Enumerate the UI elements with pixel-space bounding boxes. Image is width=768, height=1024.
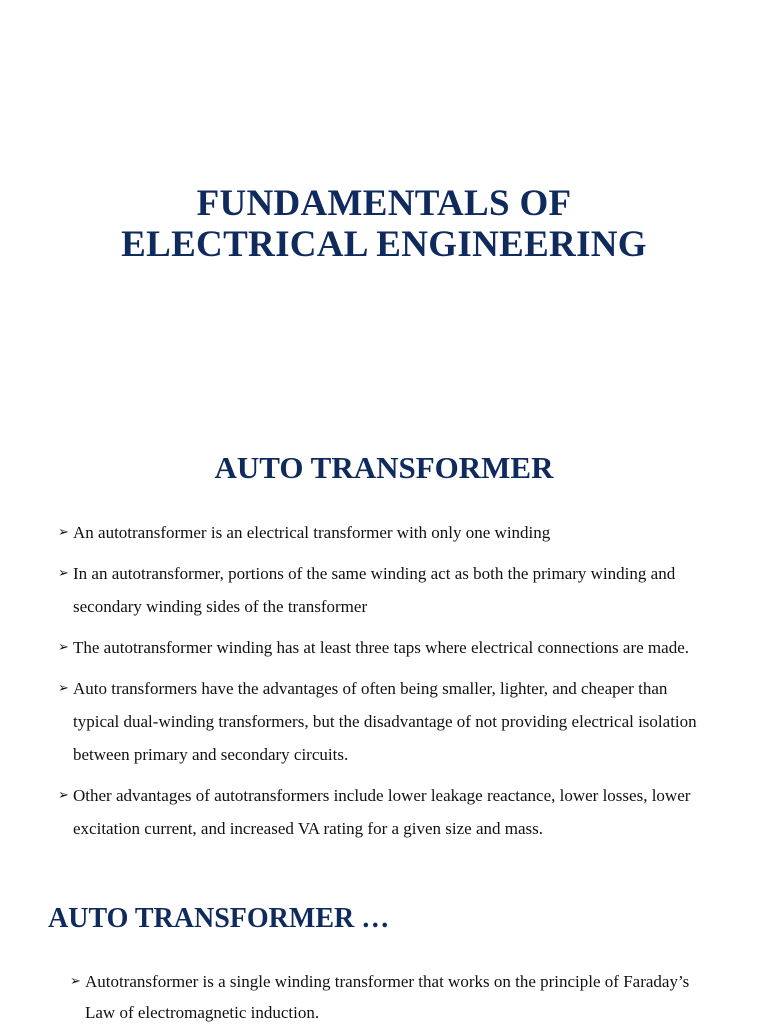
slide-auto-transformer-continued	[0, 864, 768, 1024]
bullet-text: Autotransformer is a single winding transformer that works on the principle of Faraday’s Law of electromagnetic induction.	[85, 972, 690, 1022]
bullet-text: The autotransformer winding has at least three taps where electrical connections are made.	[73, 638, 689, 657]
arrow-bullet-icon: ➢	[58, 525, 69, 540]
section-title: AUTO TRANSFORMER …	[48, 903, 390, 934]
arrow-bullet-icon: ➢	[58, 788, 69, 803]
bullet-list	[58, 516, 708, 853]
bullet-text: Other advantages of autotransformers include lower leakage reactance, lower losses, lower excitation current, and increased VA rating for a given size and mass.	[73, 786, 691, 838]
title-line-1: FUNDAMENTALS OF	[196, 183, 572, 224]
bullet-list	[70, 966, 718, 1024]
list-item	[58, 631, 708, 664]
list-item	[58, 672, 708, 771]
list-item	[58, 557, 708, 623]
bullet-text: An autotransformer is an electrical transformer with only one winding	[73, 523, 551, 542]
arrow-bullet-icon: ➢	[58, 681, 69, 696]
title-line-2: ELECTRICAL ENGINEERING	[121, 224, 647, 265]
list-item	[70, 966, 718, 1024]
section-title: AUTO TRANSFORMER	[214, 450, 554, 485]
arrow-bullet-icon: ➢	[58, 566, 69, 581]
bullet-text: In an autotransformer, portions of the same winding act as both the primary winding and secondary winding sides of the transformer	[73, 564, 676, 616]
arrow-bullet-icon: ➢	[70, 974, 81, 989]
list-item	[58, 516, 708, 549]
page-title	[0, 183, 768, 265]
bullet-text: Auto transformers have the advantages of often being smaller, lighter, and cheaper than typical dual-winding transformers, but the disadvantage of not providing electrical isolation between primary and secondary circuits.	[73, 679, 697, 764]
slide-auto-transformer	[0, 430, 768, 864]
slide-title	[0, 0, 768, 430]
list-item	[58, 779, 708, 845]
arrow-bullet-icon: ➢	[58, 640, 69, 655]
